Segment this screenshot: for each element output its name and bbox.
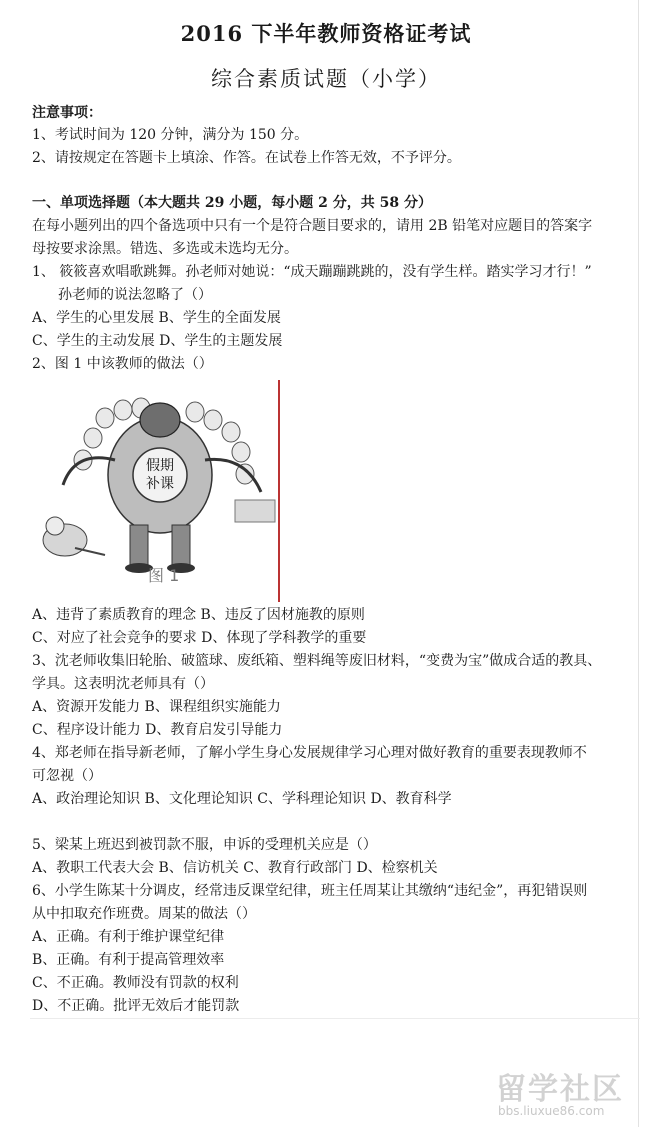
question-1-option: A、学生的心里发展 B、学生的全面发展 — [32, 310, 281, 326]
question-4-stem: 可忽视（） — [32, 768, 102, 784]
question-5-stem: 5、梁某上班迟到被罚款不服，申诉的受理机关应是（） — [32, 837, 377, 853]
question-3-stem: 3、沈老师收集旧轮胎、破篮球、废纸箱、塑料绳等废旧材料，“变费为宝”做成合适的教具、 — [32, 653, 602, 669]
question-6-stem: 6、小学生陈某十分调皮，经常违反课堂纪律，班主任周某让其缴纳“违纪金”，再犯错误则 — [32, 883, 588, 899]
question-4-option: A、政治理论知识 B、文化理论知识 C、学科理论知识 D、教育科学 — [32, 791, 452, 807]
question-3-stem: 学具。这表明沈老师具有（） — [32, 676, 214, 692]
notice-heading: 注意事项： — [32, 105, 102, 121]
question-2-option: A、违背了素质教育的理念 B、违反了因材施教的原则 — [32, 607, 365, 623]
question-1-stem: 孙老师的说法忽略了（） — [58, 287, 212, 303]
question-1-stem: 1、 筱筱喜欢唱歌跳舞。孙老师对她说：“成天蹦蹦跳跳的，没有学生样。踏实学习才行！” — [32, 264, 592, 280]
notice-item: 2、请按规定在答题卡上填涂、作答。在试卷上作答无效，不予评分。 — [32, 150, 461, 166]
section-intro: 母按要求涂黑。错选、多选或未选均无分。 — [32, 241, 298, 257]
figure-sign-text: 补课 — [146, 476, 174, 492]
figure-1-cartoon — [35, 380, 285, 602]
figure-caption: 图 1 — [148, 566, 180, 585]
section-intro: 在每小题列出的四个备选项中只有一个是符合题目要求的，请用 2B 铅笔对应题目的答案字 — [32, 218, 593, 234]
question-3-option: A、资源开发能力 B、课程组织实施能力 — [32, 699, 281, 715]
question-6-option: D、不正确。批评无效后才能罚款 — [32, 998, 240, 1014]
question-2-option: C、对应了社会竞争的要求 D、体现了学科教学的重要 — [32, 630, 367, 646]
question-6-option: C、不正确。教师没有罚款的权利 — [32, 975, 239, 991]
question-6-option: B、正确。有利于提高管理效率 — [32, 952, 225, 968]
watermark-text: 留学社区 — [496, 1072, 624, 1107]
question-1-option: C、学生的主动发展 D、学生的主题发展 — [32, 333, 283, 349]
section-heading: 一、单项选择题（本大题共 29 小题，每小题 2 分，共 58 分） — [32, 195, 432, 211]
question-6-stem: 从中扣取充作班费。周某的做法（） — [32, 906, 256, 922]
question-2-stem: 2、图 1 中该教师的做法（） — [32, 356, 213, 372]
question-6-option: A、正确。有利于维护课堂纪律 — [32, 929, 225, 945]
page-bottom-divider — [30, 1018, 640, 1019]
watermark-url: bbs.liuxue86.com — [498, 1104, 605, 1118]
figure-sign-text: 假期 — [146, 458, 174, 474]
site-watermark — [496, 1064, 646, 1124]
question-5-option: A、教职工代表大会 B、信访机关 C、教育行政部门 D、检察机关 — [32, 860, 438, 876]
question-4-stem: 4、郑老师在指导新老师，了解小学生身心发展规律学习心理对做好教育的重要表现教师不 — [32, 745, 587, 761]
exam-subtitle: 综合素质试题（小学） — [211, 67, 441, 91]
exam-title: 2016 下半年教师资格证考试 — [180, 21, 472, 46]
question-3-option: C、程序设计能力 D、教育启发引导能力 — [32, 722, 283, 738]
notice-item: 1、考试时间为 120 分钟，满分为 150 分。 — [32, 127, 309, 143]
